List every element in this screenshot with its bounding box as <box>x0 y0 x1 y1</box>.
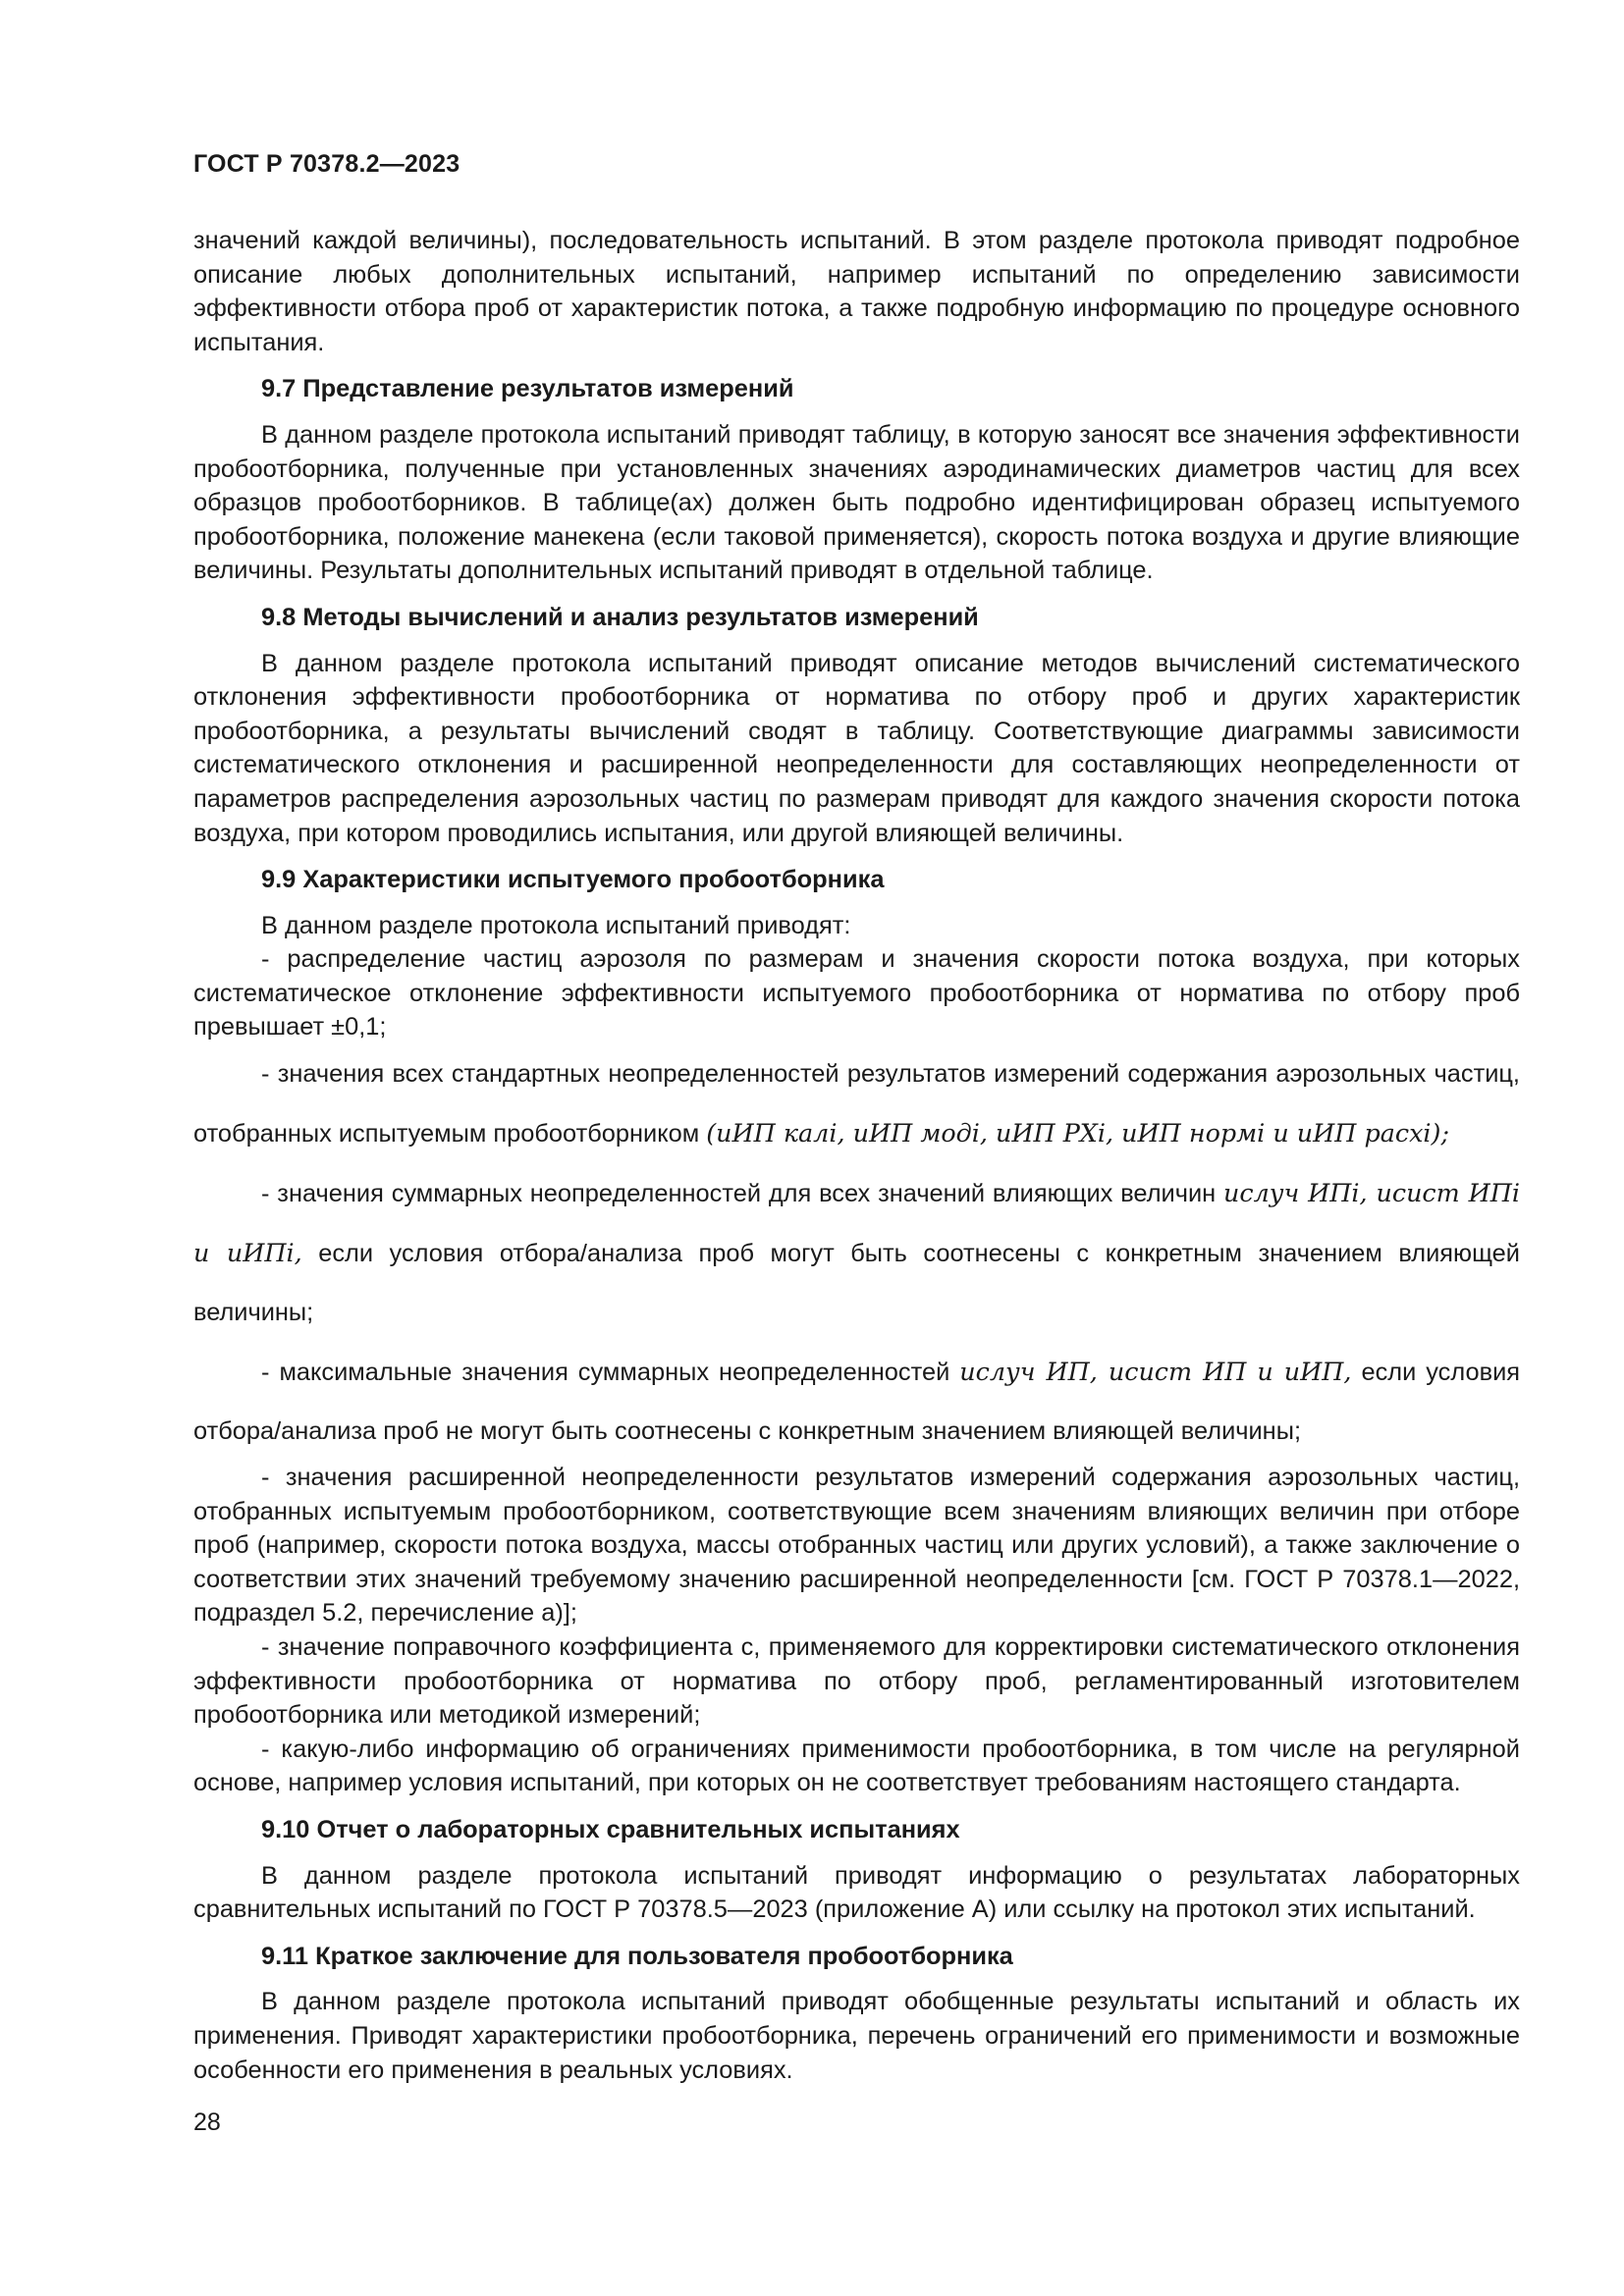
list-item: - значения расширенной неопределенности результатов измерений содержания аэрозольных частиц, отобранных испытуемым пробоотборником, соответствующие всем значениям влияющих величин при отборе проб (например, скорости потока воздуха, массы отобранных частиц или других условий), а также заключение о соответствии этих значений требуемому значению расширенной неопределенности [см. ГОСТ Р 70378.1—2022, подраздел 5.2, перечисление а)]; <box>193 1464 1520 1628</box>
item-text: - значения всех стандартных неопределенностей результатов измерений содержания аэрозольных частиц, отобранных испытуемым пробоотборником <box>193 1060 1520 1148</box>
list-item: - значение поправочного коэффициента c, применяемого для корректировки систематического отклонения эффективности пробоотборника от норматива по отбору проб, регламентированный изготовителем пробоотборника или методикой измерений; <box>193 1633 1520 1730</box>
section-9-11-title: 9.11 Краткое заключение для пользователя пробоотборника <box>261 1942 1013 1970</box>
uncertainty-formula: uслуч ИП, uсист ИП и uИП, <box>959 1357 1352 1387</box>
item-text: - значения суммарных неопределенностей для всех значений влияющих величин <box>261 1180 1217 1208</box>
section-9-7-title: 9.7 Представление результатов измерений <box>261 375 794 403</box>
intro-paragraph: значений каждой величины), последовательность испытаний. В этом разделе протокола приводят подробное описание любых дополнительных испытаний, например испытаний по определению зависимости эффективности отбора проб от характеристик потока, а также подробную информацию по процедуре основного испытания. <box>193 227 1520 356</box>
list-item: - распределение частиц аэрозоля по размерам и значения скорости потока воздуха, при которых систематическое отклонение эффективности испытуемого пробоотборника от норматива по отбору проб превышает ±0,1; <box>193 945 1520 1041</box>
uncertainty-formula: (uИП калi, uИП модi, uИП РХi, uИП нормi и uИП расхi); <box>706 1118 1450 1148</box>
section-9-9-lead: В данном разделе протокола испытаний приводят: <box>261 911 851 939</box>
section-9-11-paragraph: В данном разделе протокола испытаний приводят обобщенные результаты испытаний и область их применения. Приводят характеристики пробоотборника, перечень ограничений его применимости и возможные особенности его применения в реальных условиях. <box>193 1988 1520 2084</box>
uncertainty-formula: uслуч ИПi, uсист ИПi и uИПi, <box>193 1178 1520 1268</box>
list-item: - какую-либо информацию об ограничениях применимости пробоотборника, в том числе на регулярной основе, например условия испытаний, при которых он не соответствует требованиям настоящего стандарта. <box>193 1735 1520 1797</box>
item-text: если условия отбора/анализа проб могут быть соотнесены с конкретным значением влияющей величины; <box>193 1240 1520 1327</box>
list-item <box>193 1163 1520 1342</box>
item-text: - максимальные значения суммарных неопределенностей <box>261 1359 950 1387</box>
section-9-10-title: 9.10 Отчет о лабораторных сравнительных испытаниях <box>261 1816 960 1843</box>
list-item <box>193 1342 1520 1461</box>
section-9-9-title: 9.9 Характеристики испытуемого пробоотборника <box>261 866 885 894</box>
section-9-8-title: 9.8 Методы вычислений и анализ результатов измерений <box>261 603 979 631</box>
document-body <box>193 224 1520 2087</box>
doc-header: ГОСТ Р 70378.2—2023 <box>193 150 460 178</box>
list-item <box>193 1044 1520 1163</box>
section-9-7-paragraph: В данном разделе протокола испытаний приводят таблицу, в которую заносят все значения эффективности пробоотборника, полученные при установленных значениях аэродинамических диаметров частиц для всех образцов пробоотборников. В таблице(ах) должен быть подробно идентифицирован образец испытуемого пробоотборника, положение манекена (если таковой применяется), скорость потока воздуха и другие влияющие величины. Результаты дополнительных испытаний приводят в отдельной таблице. <box>193 420 1520 585</box>
item-text: если условия отбора/анализа проб не могут быть соотнесены с конкретным значением влияющей величины; <box>193 1359 1521 1446</box>
section-9-10-paragraph: В данном разделе протокола испытаний приводят информацию о результатах лабораторных сравнительных испытаний по ГОСТ Р 70378.5—2023 (приложение А) или ссылку на протокол этих испытаний. <box>193 1861 1520 1924</box>
page-number: 28 <box>193 2109 221 2136</box>
section-9-8-paragraph: В данном разделе протокола испытаний приводят описание методов вычислений систематического отклонения эффективности пробоотборника от норматива по отбору проб и других характеристик пробоотборника, а результаты вычислений сводят в таблицу. Соответствующие диаграммы зависимости систематического отклонения и расширенной неопределенности для составляющих неопределенности от параметров распределения аэрозольных частиц по размерам приводят для каждого значения скорости потока воздуха, при котором проводились испытания, или другой влияющей величины. <box>193 649 1520 847</box>
